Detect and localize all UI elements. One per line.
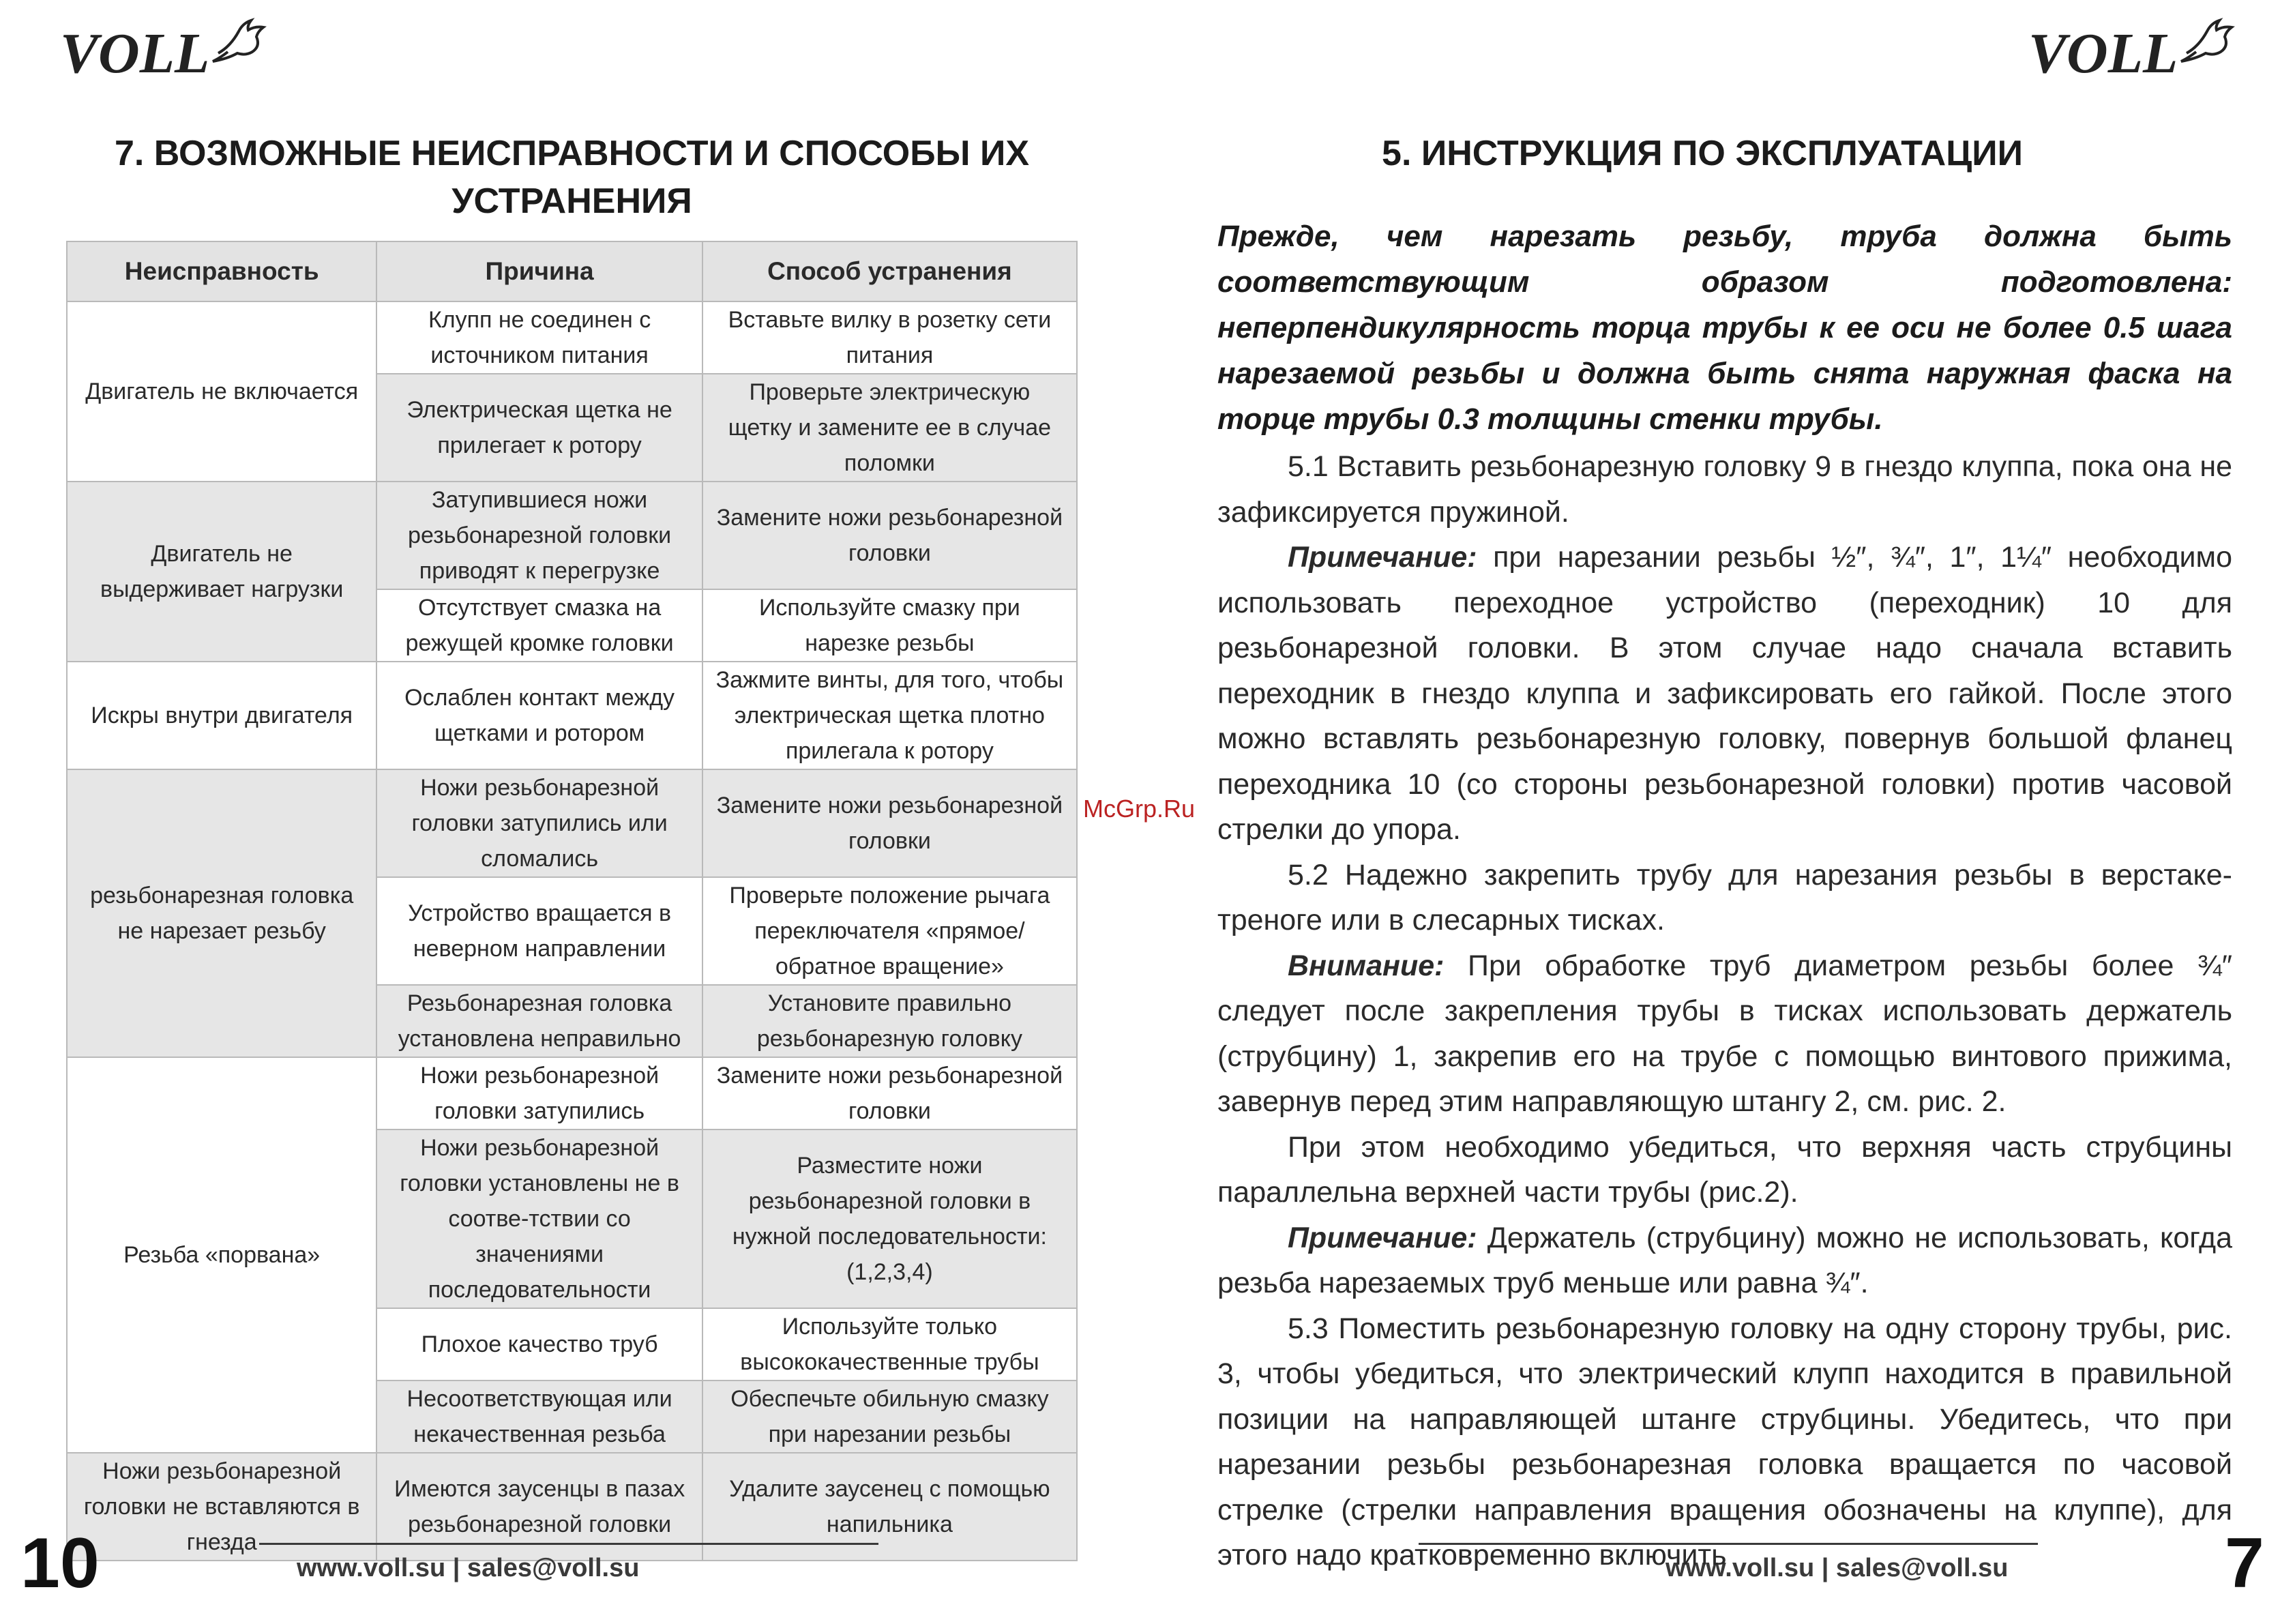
attention-note bbox=[1217, 943, 2232, 1125]
bull-logo-icon bbox=[60, 12, 278, 87]
step-5-3: 5.3 Поместить резьбонарезную головку на одну сторону трубы, рис. 3, чтобы убедиться, что электрический клупп находится в правильной позиции на направляющей штанге струбцины. Убедитесь, что при нарезании резьбы резьбонарезная головка вращается по часовой стрелке (стрелки направления вращения обозначены на клуппе), для этого надо кратковременно включить bbox=[1217, 1312, 2232, 1571]
cause-cell: Плохое качество труб bbox=[376, 1308, 702, 1381]
header-fix: Способ устранения bbox=[702, 241, 1077, 301]
intro-paragraph: Прежде, чем нарезать резьбу, труба должна быть соответствующим образом подготовлена: неперпендикулярность торца трубы к ее оси не более 0.5 шага нарезаемой резьбы и должна быть снята наружная фаска на торце трубы 0.3 толщины стенки трубы. bbox=[1217, 220, 2232, 436]
fix-cell: Замените ножи резьбонарезной головки bbox=[702, 1057, 1077, 1130]
page-title: 7. ВОЗМОЖНЫЕ НЕИСПРАВНОСТИ И СПОСОБЫ ИХ УСТРАНЕНИЯ bbox=[114, 134, 1030, 221]
page-number: 7 bbox=[2225, 1524, 2264, 1603]
cause-cell: Несоответствующая или некачественная резьба bbox=[376, 1381, 702, 1453]
fix-cell: Зажмите винты, для того, чтобы электрическая щетка плотно прилегала к ротору bbox=[702, 662, 1077, 769]
voll-logo bbox=[60, 12, 278, 87]
fault-cell: Двигатель не выдерживает нагрузки bbox=[67, 482, 376, 662]
fault-cell: Искры внутри двигателя bbox=[67, 662, 376, 769]
cause-cell: Ножи резьбонарезной головки затупились или сломались bbox=[376, 769, 702, 877]
watermark: McGrp.Ru bbox=[1083, 795, 1196, 823]
instructions-body bbox=[1217, 444, 2232, 1578]
page-title: 5. ИНСТРУКЦИЯ ПО ЭКСПЛУАТАЦИИ bbox=[1382, 134, 2023, 173]
voll-logo bbox=[2028, 12, 2247, 87]
note-label: Примечание: bbox=[1288, 541, 1477, 574]
fix-cell: Обеспечьте обильную смазку при нарезании резьбы bbox=[702, 1381, 1077, 1453]
fault-cell: Двигатель не включается bbox=[67, 301, 376, 482]
fix-cell: Используйте только высококачественные трубы bbox=[702, 1308, 1077, 1381]
fix-cell: Разместите ножи резьбонарезной головки в нужной последовательности: (1,2,3,4) bbox=[702, 1130, 1077, 1308]
fix-cell: Проверьте электрическую щетку и замените ее в случае поломки bbox=[702, 374, 1077, 482]
table-row bbox=[67, 769, 1077, 877]
table-row bbox=[67, 1057, 1077, 1130]
page-number: 10 bbox=[20, 1524, 100, 1603]
fix-cell: Замените ножи резьбонарезной головки bbox=[702, 769, 1077, 877]
table-row bbox=[67, 482, 1077, 589]
footer-contacts: www.voll.su | sales@voll.su bbox=[1665, 1554, 2009, 1582]
parallel-check: При этом необходимо убедиться, что верхняя часть струбцины параллельна верхней части трубы (рис.2). bbox=[1217, 1130, 2232, 1209]
cause-cell: Электрическая щетка не прилегает к ротору bbox=[376, 374, 702, 482]
fix-cell: Удалите заусенец с помощью напильника bbox=[702, 1453, 1077, 1561]
fault-cell: Резьба «порвана» bbox=[67, 1057, 376, 1453]
bull-logo-icon bbox=[2028, 12, 2247, 87]
cause-cell: Ослаблен контакт между щетками и ротором bbox=[376, 662, 702, 769]
note-text: при нарезании резьбы ½″, ¾″, 1″, 1¼″ необходимо использовать переходное устройство (переходник) 10 для резьбонарезной головки. В этом случае надо сначала вставить переходник в гнездо клуппа и зафиксировать его гайкой. После этого можно вставлять резьбонарезную головку, повернув большой фланец переходника 10 (со стороны резьбонарезной головки) против часовой стрелки до упора. bbox=[1217, 541, 2232, 846]
fault-cell: резьбонарезная головка не нарезает резьбу bbox=[67, 769, 376, 1057]
fix-cell: Вставьте вилку в розетку сети питания bbox=[702, 301, 1077, 374]
troubleshooting-table bbox=[66, 241, 1078, 1561]
cause-cell: Ножи резьбонарезной головки установлены не в соотве-тствии со значениями последовательности bbox=[376, 1130, 702, 1308]
header-cause: Причина bbox=[376, 241, 702, 301]
note-label: Примечание: bbox=[1288, 1221, 1477, 1254]
fix-cell: Замените ножи резьбонарезной головки bbox=[702, 482, 1077, 589]
left-page bbox=[0, 0, 1147, 1624]
table-header-row bbox=[67, 241, 1077, 301]
note-2 bbox=[1217, 1215, 2232, 1306]
attention-text: При обработке труб диаметром резьбы более ¾″ следует после закрепления трубы в тисках использовать держатель (струбцину) 1, закрепив его на трубе с помощью винтового прижима, завернув перед этим направляющую штангу 2, см. рис. 2. bbox=[1217, 949, 2232, 1118]
cause-cell: Клупп не соединен с источником питания bbox=[376, 301, 702, 374]
fix-cell: Используйте смазку при нарезке резьбы bbox=[702, 589, 1077, 662]
step-5-2: 5.2 Надежно закрепить трубу для нарезания резьбы в верстаке-треноге или в слесарных тисках. bbox=[1217, 858, 2232, 936]
cause-cell: Отсутствует смазка на режущей кромке головки bbox=[376, 589, 702, 662]
note-1 bbox=[1217, 535, 2232, 853]
cause-cell: Затупившиеся ножи резьбонарезной головки приводят к перегрузке bbox=[376, 482, 702, 589]
cause-cell: Ножи резьбонарезной головки затупились bbox=[376, 1057, 702, 1130]
svg-text:VOLL: VOLL bbox=[2028, 22, 2178, 85]
fix-cell: Проверьте положение рычага переключателя «прямое/обратное вращение» bbox=[702, 877, 1077, 985]
attention-label: Внимание: bbox=[1288, 949, 1445, 982]
note-text: Держатель (струбцину) можно не использовать, когда резьба нарезаемых труб меньше или равна ¾″. bbox=[1217, 1221, 2232, 1299]
table-row bbox=[67, 301, 1077, 374]
header-fault: Неисправность bbox=[67, 241, 376, 301]
svg-text:VOLL: VOLL bbox=[60, 22, 210, 85]
footer-contacts: www.voll.su | sales@voll.su bbox=[297, 1554, 640, 1582]
cause-cell: Устройство вращается в неверном направлении bbox=[376, 877, 702, 985]
cause-cell: Имеются заусенцы в пазах резьбонарезной головки bbox=[376, 1453, 702, 1561]
footer-divider bbox=[259, 1543, 878, 1545]
step-5-1: 5.1 Вставить резьбонарезную головку 9 в гнездо клуппа, пока она не зафиксируется пружиной. bbox=[1217, 450, 2232, 529]
fault-cell: Ножи резьбонарезной головки не вставляются в гнезда bbox=[67, 1453, 376, 1561]
table-row bbox=[67, 662, 1077, 769]
fix-cell: Установите правильно резьбонарезную головку bbox=[702, 985, 1077, 1057]
cause-cell: Резьбонарезная головка установлена неправильно bbox=[376, 985, 702, 1057]
